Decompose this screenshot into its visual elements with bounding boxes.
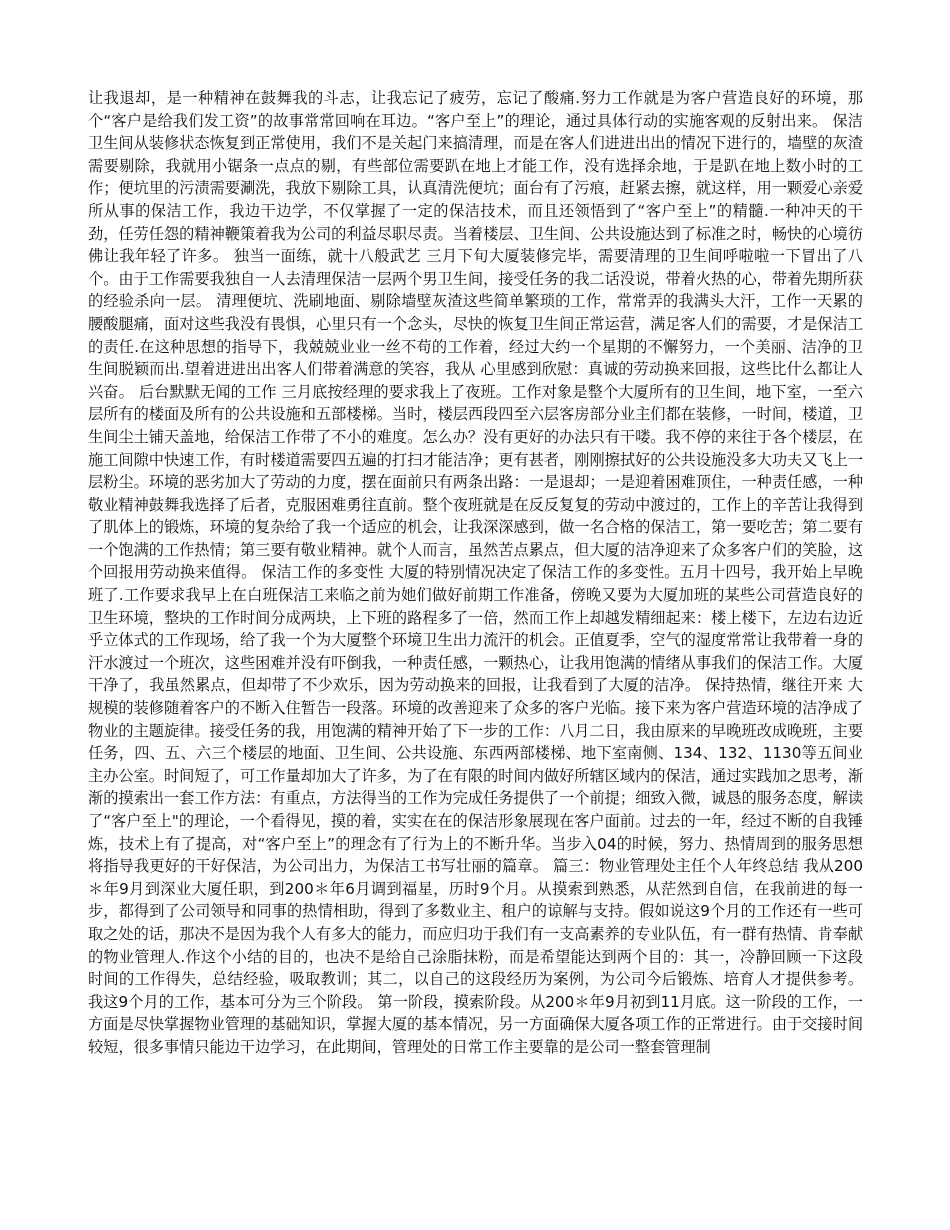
body-text: 让我退却，是一种精神在鼓舞我的斗志，让我忘记了疲劳，忘记了酸痛.努力工作就是为客户营造良好的环境，那个“客户是给我们发工资”的故事常常回响在耳边。“客户至上”的理论，通过具体行动的实施客观的反射出来。 保洁卫生间从装修状态恢复到正常使用，我们不是关起门来搞清理，而是在客人们进进出出的情况下进行的，墙壁的灰渣需要剔除，我就用小锯条一点点的剔，有些部位需要趴在地上才能工作，没有选择余地，于是趴在地上数小时的工作；便坑里的污渍需要涮洗，我放下剔除工具，认真清洗便坑；面台有了污痕，赶紧去擦，就这样，用一颗爱心亲爱所从事的保洁工作，我边干边学，不仅掌握了一定的保洁技术，而且还领悟到了“客户至上”的精髓.一种冲天的干劲，任劳任怨的精神鞭策着我为公司的利益尽职尽责。当着楼层、卫生间、公共设施达到了标准之时，畅快的心境彷佛让我年轻了许多。 独当一面练，就十八般武艺 三月下旬大厦装修完毕，需要清理的卫生间呼啦啦一下冒出了八个。由于工作需要我独自一人去清理保洁一层两个男卫生间，接受任务的我二话没说，带着火热的心，带着先期所获的经验杀向一层。 清理便坑、洗刷地面、剔除墙壁灰渣这些简单繁琐的工作，常常弄的我满头大汗，工作一天累的腰酸腿痛，面对这些我没有畏惧，心里只有一个念头，尽快的恢复卫生间正常运营，满足客人们的需要，才是保洁工的责任.在这种思想的指导下，我兢兢业业一丝不苟的工作着，经过大约一个星期的不懈努力，一个美丽、洁净的卫生间脱颖而出.望着进进出出客人们带着满意的笑容，我从 心里感到欣慰：真诚的劳动换来回报，这些比什么都让人兴奋。 后台默默无闻的工作 三月底按经理的要求我上了夜班。工作对象是整个大厦所有的卫生间，地下室，一至六层所有的楼面及所有的公共设施和五部楼梯。当时，楼层西段四至六层客房部分业主们都在装修，一时间，楼道，卫生间尘土铺天盖地，给保洁工作带了不小的难度。怎么办？没有更好的办法只有干喽。我不停的来往于各个楼层，在施工间隙中快速工作，有时楼道需要四五遍的打扫才能洁净；更有甚者，刚刚擦拭好的公共设施没多大功夫又飞上一层粉尘。环境的恶劣加大了劳动的力度，摆在面前只有两条出路：一是退却；一是迎着困难顶住，一种责任感，一种敬业精神鼓舞我选择了后者，克服困难勇往直前。整个夜班就是在反反复复的劳动中渡过的，工作上的辛苦让我得到了肌体上的锻炼，环境的复杂给了我一个适应的机会，让我深深感到，做一名合格的保洁工，第一要吃苦；第二要有一个饱满的工作热情；第三要有敬业精神。就个人而言，虽然苦点累点，但大厦的洁净迎来了众多客户们的笑脸，这个回报用劳动换来值得。 保洁工作的多变性 大厦的特别情况决定了保洁工作的多变性。五月十四号，我开始上早晚班了.工作要求我早上在白班保洁工来临之前为她们做好前期工作准备，傍晚又要为大厦加班的某些公司营造良好的卫生环境，整块的工作时间分成两块，上下班的路程多了一倍，然而工作上却越发精细起来：楼上楼下，左边右边近乎立体式的工作现场，给了我一个为大厦整个环境卫生出力流汗的机会。正值夏季，空气的湿度常常让我带着一身的汗水渡过一个班次，这些困难并没有吓倒我，一种责任感，一颗热心，让我用饱满的情绪从事我们的保洁工作。大厦干净了，我虽然累点，但却带了不少欢乐，因为劳动换来的回报，让我看到了大厦的洁净。 保持热情，继往开来 大规模的装修随着客户的不断入住暂告一段落。环境的改善迎来了众多的客户光临。接下来为客户营造环境的洁净成了物业的主题旋律。接受任务的我，用饱满的精神开始了下一步的工作：八月二日，我由原来的早晚班改成晚班，主要任务，四、五、六三个楼层的地面、卫生间、公共设施、东西两部楼梯、地下室南侧、134、132、1130等五间业主办公室。时间短了，可工作量却加大了许多，为了在有限的时间内做好所辖区域内的保洁，通过实践加之思考，渐渐的摸索出一套工作方法：有重点，方法得当的工作为完成任务提供了一个前提；细致入微，诚恳的服务态度，解读了“客户至上"的理论，一个看得见，摸的着，实实在在的保洁形象展现在客户面前。过去的一年，经过不断的自我锤炼，技术上有了提高，对“客户至上”的理念有了行为上的不断升华。当步入04的时候，努力、热情周到的服务思想将指导我更好的干好保洁，为公司出力，为保洁工书写壮丽的篇章。 篇三：物业管理处主任个人年终总结 我从200＊年9月到深业大厦任职，到200＊年6月调到福星，历时9个月。从摸索到熟悉，从茫然到自信，在我前进的每一步，都得到了公司领导和同事的热情相助，得到了多数业主、租户的谅解与支持。假如说这9个月的工作还有一些可取之处的话，那决不是因为我个人有多大的能力，而应归功于我们有一支高素养的专业队伍，有一群有热情、肯奉献的物业管理人.作这个小结的目的，也决不是给自己涂脂抹粉，而是希望能达到两个目的：其一，冷静回顾一下这段时间的工作得失，总结经验，吸取教训；其二，以自己的这段经历为案例，为公司今后锻炼、培育人才提供参考。 我这9个月的工作，基本可分为三个阶段。 第一阶段，摸索阶段。从200＊年9月初到11月底。这一阶段的工作，一方面是尽快掌握物业管理的基础知识，掌握大厦的基本情况，另一方面确保大厦各项工作的正常进行。由于交接时间较短，很多事情只能边干边学习，在此期间，管理处的日常工作主要靠的是公司一整套管理制 xyxy=(88,89,863,1056)
document-page xyxy=(88,87,863,1059)
